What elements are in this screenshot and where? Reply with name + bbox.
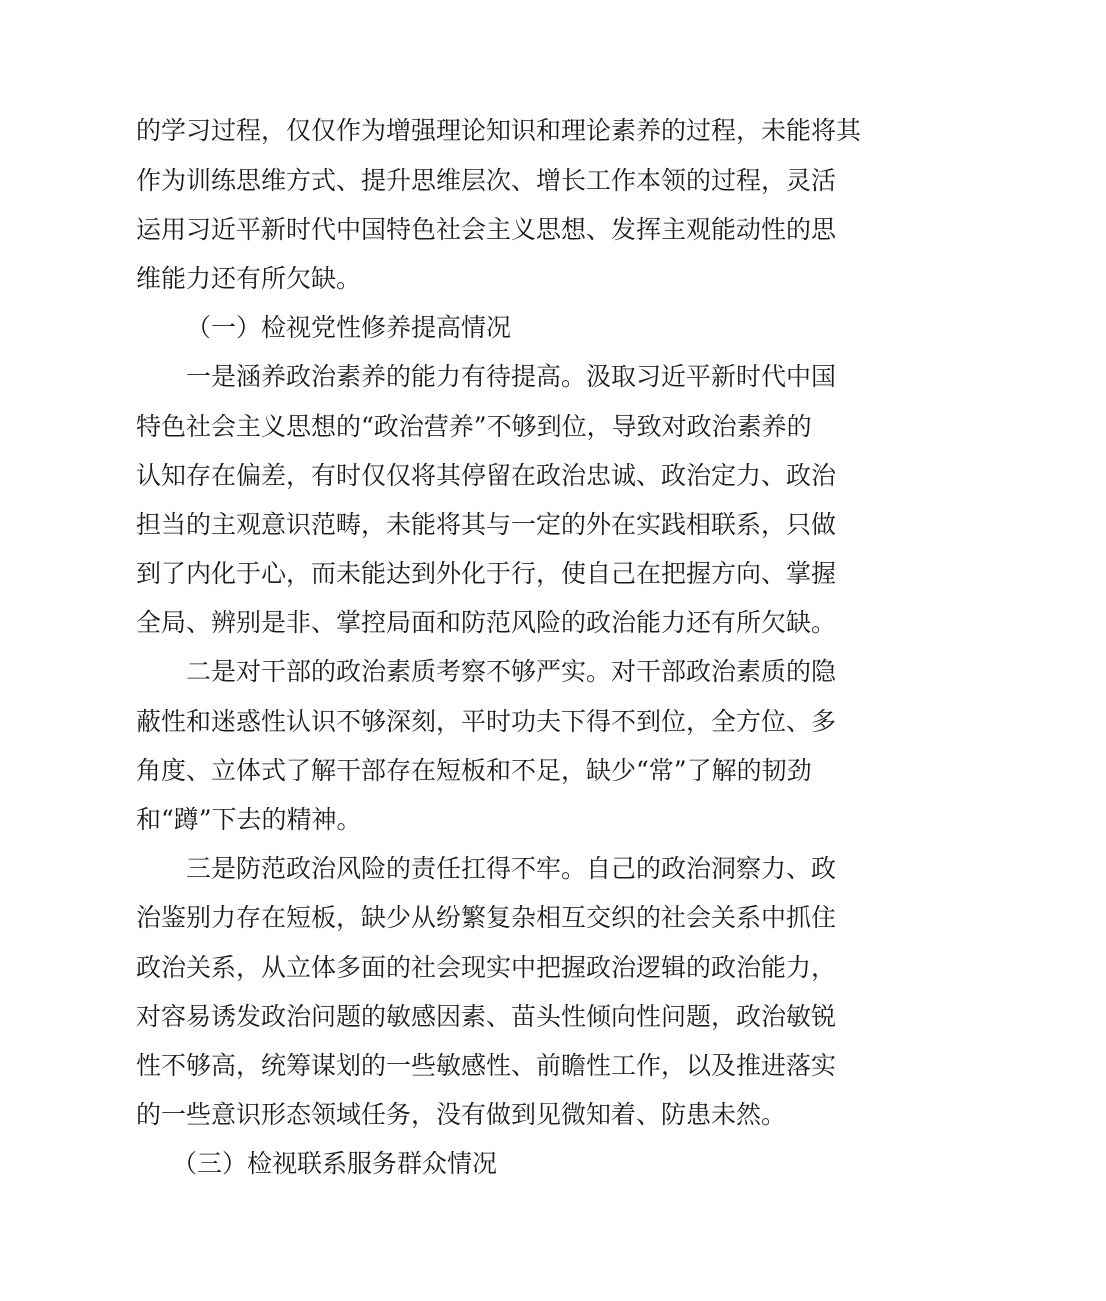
intro-line-2: 作为训练思维方式、提升思维层次、增长工作本领的过程，灵活	[136, 166, 837, 195]
item-three-line-2: 治鉴别力存在短板，缺少从纷繁复杂相互交织的社会关系中抓住	[136, 903, 837, 932]
section-three-heading: （三）检视联系服务群众情况	[172, 1149, 498, 1178]
item-one-line-1: 一是涵养政治素养的能力有待提高。汲取习近平新时代中国	[186, 362, 837, 391]
item-three-line-3: 政治关系，从立体多面的社会现实中把握政治逻辑的政治能力，	[136, 953, 837, 982]
item-three-line-5: 性不够高，统筹谋划的一些敏感性、前瞻性工作，以及推进落实	[136, 1051, 837, 1080]
section-one-heading: （一）检视党性修养提高情况	[186, 313, 512, 342]
item-three-line-1: 三是防范政治风险的责任扛得不牢。自己的政治洞察力、政	[186, 854, 837, 883]
item-one-line-4: 担当的主观意识范畴，未能将其与一定的外在实践相联系，只做	[136, 510, 837, 539]
item-two-line-3: 角度、立体式了解干部存在短板和不足，缺少“常”了解的韧劲	[136, 756, 812, 785]
item-two-line-4: 和“蹲”下去的精神。	[136, 805, 362, 834]
item-one-line-6: 全局、辨别是非、掌控局面和防范风险的政治能力还有所欠缺。	[136, 608, 837, 637]
intro-line-3: 运用习近平新时代中国特色社会主义思想、发挥主观能动性的思	[136, 215, 837, 244]
intro-line-1: 的学习过程，仅仅作为增强理论知识和理论素养的过程，未能将其	[136, 116, 862, 145]
item-three-line-4: 对容易诱发政治问题的敏感因素、苗头性倾向性问题，政治敏锐	[136, 1002, 837, 1031]
item-three-line-6: 的一些意识形态领域任务，没有做到见微知着、防患未然。	[136, 1100, 787, 1129]
item-two-line-2: 蔽性和迷惑性认识不够深刻，平时功夫下得不到位，全方位、多	[136, 707, 837, 736]
item-one-line-3: 认知存在偏差，有时仅仅将其停留在政治忠诚、政治定力、政治	[136, 461, 837, 490]
item-two-line-1: 二是对干部的政治素质考察不够严实。对干部政治素质的隐	[186, 657, 837, 686]
item-one-line-2: 特色社会主义思想的“政治营养”不够到位，导致对政治素养的	[136, 412, 812, 441]
item-one-line-5: 到了内化于心，而未能达到外化于行，使自己在把握方向、掌握	[136, 559, 837, 588]
intro-line-4: 维能力还有所欠缺。	[136, 264, 362, 293]
